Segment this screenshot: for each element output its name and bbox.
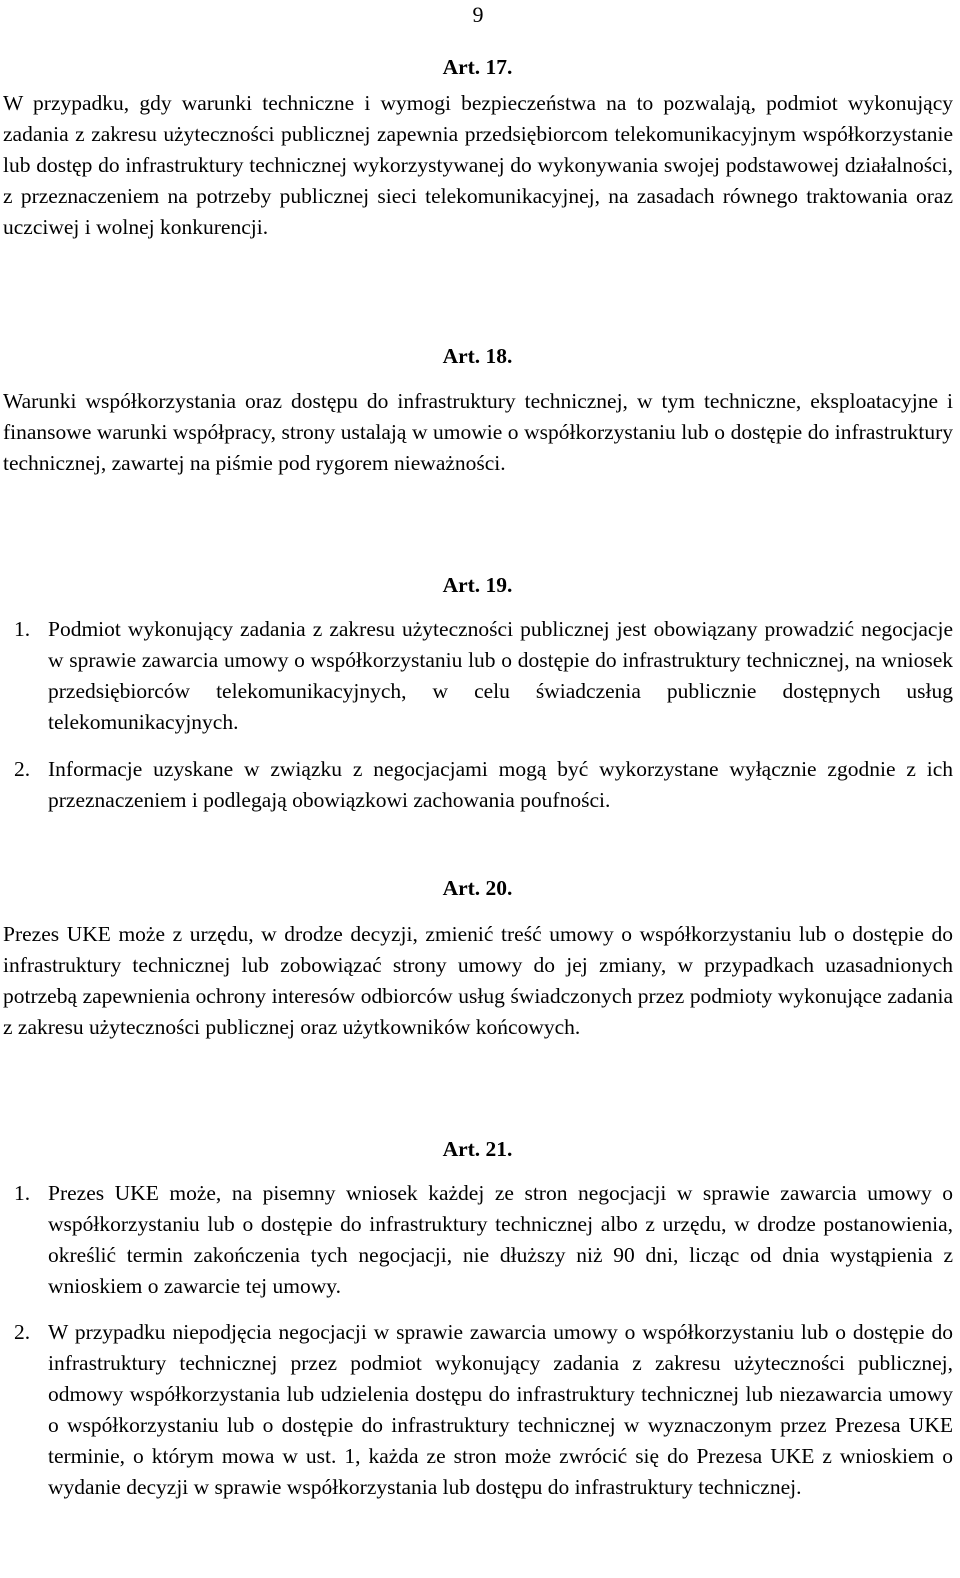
item-number: 2. (14, 1320, 31, 1344)
article-18-text: Warunki współkorzystania oraz dostępu do infrastruktury technicznej, w tym techniczne, eksploatacyjne i finansowe warunki współpracy, strony ustalają w umowie o współkorzystaniu lub o dostępie do infrastruktury technicznej, zawartej na piśmie pod rygorem nieważności. (3, 389, 953, 475)
article-21-item-2 (14, 1317, 953, 1503)
article-19-item-2 (14, 754, 953, 816)
item-text: W przypadku niepodjęcia negocjacji w sprawie zawarcia umowy o współkorzystaniu lub o dostępie do infrastruktury technicznej przez podmiot wykonujący zadania z zakresu użyteczności publicznej, odmowy współkorzystania lub udzielenia dostępu do infrastruktury technicznej lub niezawarcia umowy o współkorzystaniu lub o dostępie do infrastruktury technicznej w wyznaczonym przez Prezesa UKE terminie, o którym mowa w ust. 1, każda ze stron może zwrócić się do Prezesa UKE z wnioskiem o wydanie decyzji w sprawie współkorzystania lub dostępu do infrastruktury technicznej. (48, 1320, 953, 1499)
item-text: Podmiot wykonujący zadania z zakresu użyteczności publicznej jest obowiązany prowadzić negocjacje w sprawie zawarcia umowy o współkorzystaniu lub o dostępie do infrastruktury technicznej, na wniosek przedsiębiorców telekomunikacyjnych, w celu świadczenia publicznie dostępnych usług telekomunikacyjnych. (48, 617, 953, 734)
article-heading-21: Art. 21. (442, 1137, 513, 1161)
article-heading-19: Art. 19. (442, 573, 513, 597)
article-19-item-1 (14, 614, 953, 738)
article-21-item-1 (14, 1178, 953, 1302)
item-text: Prezes UKE może, na pisemny wniosek każdej ze stron negocjacji w sprawie zawarcia umowy o współkorzystaniu lub o dostępie do infrastruktury technicznej albo z urzędu, w drodze postanowienia, określić termin zakończenia tych negocjacji, nie dłuższy niż 90 dni, licząc od dnia wystąpienia z wnioskiem o zawarcie tej umowy. (48, 1181, 953, 1298)
article-heading-18: Art. 18. (442, 344, 513, 368)
item-number: 1. (14, 617, 31, 641)
article-17-text: W przypadku, gdy warunki techniczne i wymogi bezpieczeństwa na to pozwalają, podmiot wykonujący zadania z zakresu użyteczności publicznej zapewnia przedsiębiorcom telekomunikacyjnym współkorzystanie lub dostęp do infrastruktury technicznej wykorzystywanej do wykonywania swojej podstawowej działalności, z przeznaczeniem na potrzeby publicznej sieci telekomunikacyjnej, na zasadach równego traktowania oraz uczciwej i wolnej konkurencji. (3, 91, 953, 239)
article-heading-20: Art. 20. (442, 876, 513, 900)
article-20-text: Prezes UKE może z urzędu, w drodze decyzji, zmienić treść umowy o współkorzystaniu lub o dostępie do infrastruktury technicznej lub zobowiązać strony umowy do jej zmiany, w przypadkach uzasadnionych potrzebą zapewnienia ochrony interesów odbiorców usług świadczonych przez podmioty wykonujące zadania z zakresu użyteczności publicznej oraz użytkowników końcowych. (3, 922, 953, 1039)
article-heading-17: Art. 17. (442, 55, 513, 79)
page-number: 9 (472, 2, 484, 27)
item-text: Informacje uzyskane w związku z negocjacjami mogą być wykorzystane wyłącznie zgodnie z ich przeznaczeniem i podlegają obowiązkowi zachowania poufności. (48, 757, 953, 812)
item-number: 1. (14, 1181, 31, 1205)
item-number: 2. (14, 757, 31, 781)
